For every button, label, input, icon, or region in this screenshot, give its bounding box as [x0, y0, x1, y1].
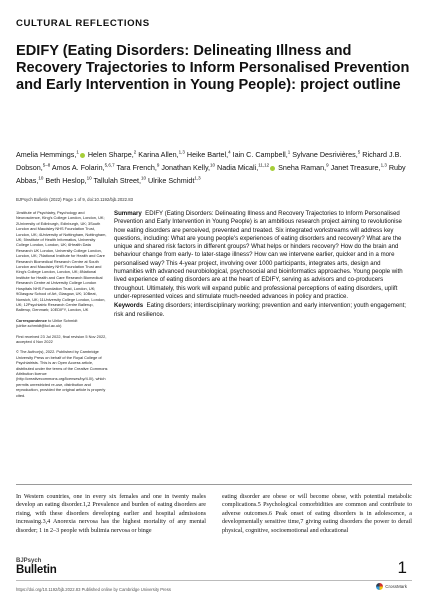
- orcid-icon[interactable]: [270, 166, 275, 171]
- author-name: [292, 150, 360, 159]
- author-affiliation-index: 11,12: [258, 162, 270, 168]
- author-affiliation-index: 5–8: [42, 162, 51, 168]
- author-name: [331, 163, 387, 172]
- author-name: [161, 163, 215, 172]
- author-text: Karina Allen,: [138, 150, 179, 160]
- author-list: [16, 148, 412, 186]
- author-affiliation-index: 1,3: [194, 175, 201, 181]
- author-name: [117, 163, 160, 172]
- author-affiliation-index: 1,3: [380, 162, 387, 168]
- author-text: Ulrike Schmidt: [148, 175, 195, 185]
- author-affiliation-index: 2: [133, 150, 137, 155]
- author-affiliation-index: 1: [287, 150, 291, 155]
- keywords-label: Keywords: [114, 302, 144, 310]
- license-statement: © The Author(s), 2022. Published by Cambridge University Press on behalf of the Royal College of Psychiatrists. This is an Open Access article, distributed under the terms of the Creative Commons Attribution licence (http://creativecommons.org/licenses/by/4.0/), which permits unrestricted re-use, distribution and reproduction, provided the original article is properly cited.: [16, 349, 108, 398]
- author-affiliation-index: 10: [141, 175, 147, 181]
- author-name: [52, 163, 115, 172]
- correspondence-text[interactable]: to Ulrike Schmidt (ulrike.schmidt@kcl.ac.uk): [16, 317, 78, 329]
- author-affiliation-index: 9: [156, 162, 160, 168]
- keywords-text: Eating disorders; interdisciplinary working; prevention and early intervention; youth engagement; risk and resilience.: [114, 302, 406, 318]
- author-text: Tara French,: [116, 162, 157, 172]
- author-text: Heike Bartel,: [186, 150, 229, 160]
- page-number: 1: [397, 558, 407, 577]
- author-affiliation-index: 9: [326, 162, 329, 168]
- author-affiliation-index: 10: [86, 175, 92, 181]
- author-affiliation-index: 10: [210, 162, 216, 168]
- author-name: [93, 176, 146, 185]
- author-text: Beth Heslop,: [45, 175, 87, 185]
- author-text: Jonathan Kelly,: [161, 162, 211, 172]
- author-name: [278, 163, 328, 172]
- journal-logo-top: BJPsych: [16, 558, 42, 564]
- crossmark-badge[interactable]: [376, 583, 407, 590]
- author-affiliation-index: 4: [228, 150, 231, 155]
- body-column-right: eating disorder are obese or will become obese, with potential metabolic complications.5 Psychological comorbidities are common and contribute to adverse outcomes.6 Peak onset of eating disorders is in adolescence, a developmentally sensitive time,7 giving eating disorders the power to derail physical, cognitive, socioemotional and educational: [222, 494, 412, 534]
- affiliations: 1Institute of Psychiatry, Psychology and Neuroscience, King's College London, London, UK; 2University of Edinburgh, Edinburgh, UK; 3South London and Maudsley NHS Foundation Trust, London, UK; 4University of Nottingham, Nottingham, UK; 5Institute of Health Informatics, University College London, London, UK; 6Health Data Research UK London, University College London, London, UK; 7National Institute for Health and Care Research Biomedical Research Centre at South London and Maudsley NHS Foundation Trust and King's College London, London, UK; 8National Institute for Health and Care Research Biomedical Research Centre at University College London Hospitals NHS Foundation Trust, London, UK; 9Glasgow School of Art, Glasgow, UK; 10Beat, Norwich, UK; 11University College London, London, UK; 12Psychiatric Research Centre Ballerup, Ballerup, Denmark; 10EDIFY, London, UK: [16, 210, 107, 313]
- author-name: [187, 150, 231, 159]
- author-name: [217, 163, 276, 172]
- author-text: Janet Treasure,: [330, 162, 381, 172]
- keywords-paragraph: [114, 302, 410, 319]
- author-affiliation-index: 10: [38, 175, 44, 181]
- section-divider: [16, 484, 412, 485]
- author-name: [138, 150, 185, 159]
- author-name: [88, 150, 136, 159]
- summary-paragraph: [114, 210, 410, 301]
- author-name: [148, 176, 201, 185]
- journal-logo-bottom: Bulletin: [16, 564, 57, 576]
- footer-divider: [16, 580, 412, 581]
- author-name: [45, 176, 91, 185]
- section-label: CULTURAL REFLECTIONS: [16, 18, 150, 29]
- author-text: Amos A. Folarin,: [51, 162, 105, 172]
- author-affiliation-index: 1,3: [178, 150, 185, 155]
- footer-doi[interactable]: https://doi.org/10.1192/bjb.2022.83 Published online by Cambridge University Press: [16, 587, 171, 592]
- author-text: Iain C. Campbell,: [232, 150, 288, 160]
- author-text: Helen Sharpe,: [87, 150, 134, 160]
- summary-label: Summary: [114, 210, 142, 217]
- body-column-left: In Western countries, one in every six females and one in twenty males develop an eating disorder.1,2 Prevalence and burden of eating disorders are rising, with these disorders developing earlier and hospital admissions increasing.3,4 Anorexia nervosa has the highest mortality of any mental disorder; 1 in 2–3 people with bulimia nervosa or binge: [16, 494, 206, 534]
- author-text: Tallulah Street,: [93, 175, 141, 185]
- author-text: Sylvane Desrivières,: [292, 150, 358, 160]
- received-dates: First received 23 Jul 2022, final revision 5 Nov 2022, accepted 4 Nov 2022: [16, 333, 107, 344]
- article-title: EDIFY (Eating Disorders: Delineating Illness and Recovery Trajectories to Inform Personalised Prevention and Early Intervention in Young People): project outline: [16, 43, 410, 93]
- author-text: Ruby Abbas,: [16, 162, 406, 185]
- author-name: [16, 150, 86, 159]
- author-text: Nadia Micali,: [217, 162, 259, 172]
- author-name: [233, 150, 291, 159]
- correspondence: [16, 318, 108, 329]
- author-text: Sneha Raman,: [278, 162, 327, 172]
- summary-text: EDIFY (Eating Disorders: Delineating Illness and Recovery Trajectories to Inform Personalised Prevention and Early Intervention in Young People) is an ambitious research project aiming to revolutionise how eating disorders are perceived, prevented and treated. Six integrated workstreams will address key questions, including: What are young people's experiences of eating disorders and recovery? What are the unique and shared risk factors in different groups? What helps or hinders recovery? How do the brain and behaviour change from early- to later-stage illness? How can we intervene earlier, quicker and in a more personalised way? This 4-year project, involving over 1000 participants, integrates arts, design and humanities with advanced neurobiological, psychosocial and bioinformatics approaches. Young people with lived experience of eating disorders are at the heart of EDIFY, serving as advisors and co-producers throughout. Ultimately, this work will expand public and professional perceptions of eating disorders, uplift under-represented voices and stimulate much-needed advances in policy and practice.: [114, 210, 403, 300]
- summary-block: [114, 210, 410, 319]
- author-affiliation-index: 1: [76, 150, 79, 155]
- orcid-icon[interactable]: [80, 153, 85, 158]
- crossmark-icon: [376, 583, 383, 590]
- sidebar-column: [16, 210, 108, 398]
- author-text: Amelia Hemmings,: [16, 150, 77, 160]
- author-text: Richard J.B. Dobson,: [16, 150, 402, 172]
- author-affiliation-index: 5,6,7: [104, 162, 115, 168]
- crossmark-label: CrossMark: [385, 584, 407, 589]
- author-affiliation-index: 5: [357, 150, 361, 155]
- citation-line: BJPsych Bulletin (2022) Page 1 of 9, doi:10.1192/bjb.2022.83: [16, 197, 133, 202]
- correspondence-label: Correspondence: [16, 317, 47, 323]
